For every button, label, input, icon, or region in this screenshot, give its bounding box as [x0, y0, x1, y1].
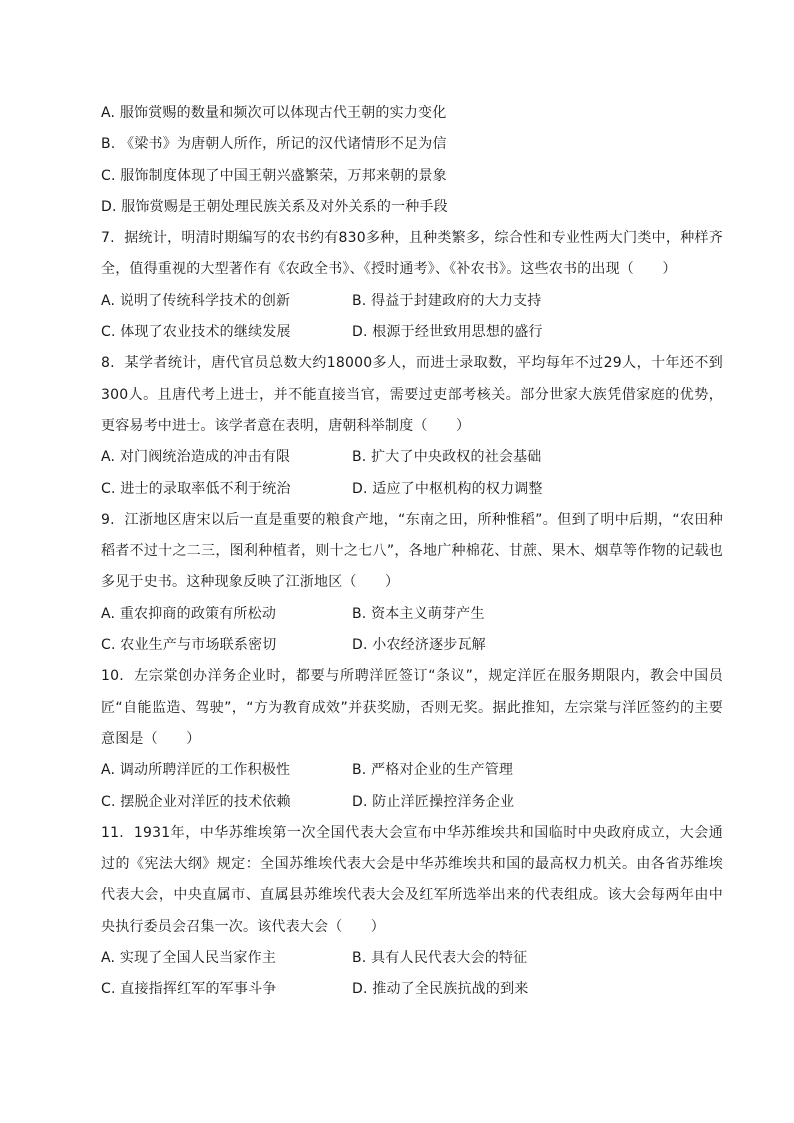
q8-option-a: A. 对门阀统治造成的冲击有限 [101, 449, 291, 466]
q9-stem-text: 江浙地区唐宋以后一直是重要的粮食产地，“东南之田，所种惟稻”。但到了明中后期，“农田种稻者不过十之二三，图利种植者，则十之七八”，各地广种棉花、甘蔗、果木、烟草等作物的记载也多见于史书。这种现象反映了江浙地区（ ） [101, 511, 723, 591]
q10-option-c: C. 摆脱企业对洋匠的技术依赖 [101, 793, 291, 810]
q7-stem-text: 据统计，明清时期编写的农书约有830多种，且种类繁多，综合性和专业性两大门类中，种样齐全，值得重视的大型著作有《农政全书》、《授时通考》、《补农书》。这些农书的出现（ ） [101, 230, 723, 278]
q8-number: 8. [101, 355, 115, 372]
q9-options-row-1 [101, 599, 723, 630]
q10-option-b: B. 严格对企业的生产管理 [352, 762, 514, 779]
q10-stem [101, 661, 723, 755]
q11-options-row-2 [101, 974, 723, 1005]
q8-stem [101, 348, 723, 442]
q11-option-d: D. 推动了全民族抗战的到来 [352, 981, 529, 998]
q10-options-row-1 [101, 755, 723, 786]
q6-option-b: B. 《梁书》为唐朝人所作，所记的汉代诸情形不足为信 [101, 136, 447, 153]
q11-number: 11. [101, 824, 124, 841]
q8-options-row-1 [101, 442, 723, 473]
q10-option-a: A. 调动所聘洋匠的工作积极性 [101, 762, 291, 779]
q11-option-a: A. 实现了全国人民当家作主 [101, 950, 277, 967]
q11-options-row-1 [101, 943, 723, 974]
q10-number: 10. [101, 668, 124, 685]
q6-option-d: D. 服饰赏赐是王朝处理民族关系及对外关系的一种手段 [101, 198, 448, 215]
q6-option-c: C. 服饰制度体现了中国王朝兴盛繁荣，万邦来朝的景象 [101, 167, 447, 184]
q9-option-d: D. 小农经济逐步瓦解 [352, 637, 486, 654]
q11-option-b: B. 具有人民代表大会的特征 [352, 950, 528, 967]
q8-option-c: C. 进士的录取率低不利于统治 [101, 480, 291, 497]
q9-number: 9. [101, 511, 115, 528]
q7-options-row-1 [101, 286, 723, 317]
q10-option-d: D. 防止洋匠操控洋务企业 [352, 793, 515, 810]
q7-option-c: C. 体现了农业技术的继续发展 [101, 324, 291, 341]
q7-option-b: B. 得益于封建政府的大力支持 [352, 292, 542, 309]
q10-stem-text: 左宗棠创办洋务企业时，都要与所聘洋匠签订“条议”，规定洋匠在服务期限内，教会中国员匠“自能监造、驾驶”，“方为教育成效”并获奖励，否则无奖。据此推知，左宗棠与洋匠签约的主要意图是（ ） [101, 668, 723, 747]
q9-stem [101, 505, 723, 599]
q9-option-c: C. 农业生产与市场联系密切 [101, 637, 277, 654]
q7-option-a: A. 说明了传统科学技术的创新 [101, 292, 291, 309]
q10-options-row-2 [101, 787, 723, 818]
q7-option-d: D. 根源于经世致用思想的盛行 [352, 324, 543, 341]
q11-stem-text: 1931年，中华苏维埃第一次全国代表大会宣布中华苏维埃共和国临时中央政府成立，大会通过的《宪法大纲》规定：全国苏维埃代表大会是中华苏维埃共和国的最高权力机关。由各省苏维埃代表大会，中央直属市、直属县苏维埃代表大会及红军所选举出来的代表组成。该大会每两年由中央执行委员会召集一次。该代表大会（ ） [101, 824, 723, 935]
q8-option-d: D. 适应了中枢机构的权力调整 [352, 480, 543, 497]
q9-option-b: B. 资本主义萌芽产生 [352, 605, 485, 622]
q7-number: 7. [101, 230, 115, 247]
q8-stem-text: 某学者统计，唐代官员总数大约18000多人，而进士录取数，平均每年不过29人，十年还不到300人。且唐代考上进士，并不能直接当官，需要过吏部考核关。部分世家大族凭借家庭的优势，更容易考中进士。该学者意在表明，唐朝科举制度（ ） [101, 355, 723, 434]
q7-options-row-2 [101, 317, 723, 348]
q8-options-row-2 [101, 474, 723, 505]
q9-options-row-2 [101, 630, 723, 661]
q11-stem [101, 818, 723, 943]
q9-option-a: A. 重农抑商的政策有所松动 [101, 605, 277, 622]
exam-page [101, 98, 723, 1006]
q11-option-c: C. 直接指挥红军的军事斗争 [101, 981, 277, 998]
q8-option-b: B. 扩大了中央政权的社会基础 [352, 449, 542, 466]
q7-stem [101, 223, 723, 286]
q6-option-a: A. 服饰赏赐的数量和频次可以体现古代王朝的实力变化 [101, 105, 447, 121]
